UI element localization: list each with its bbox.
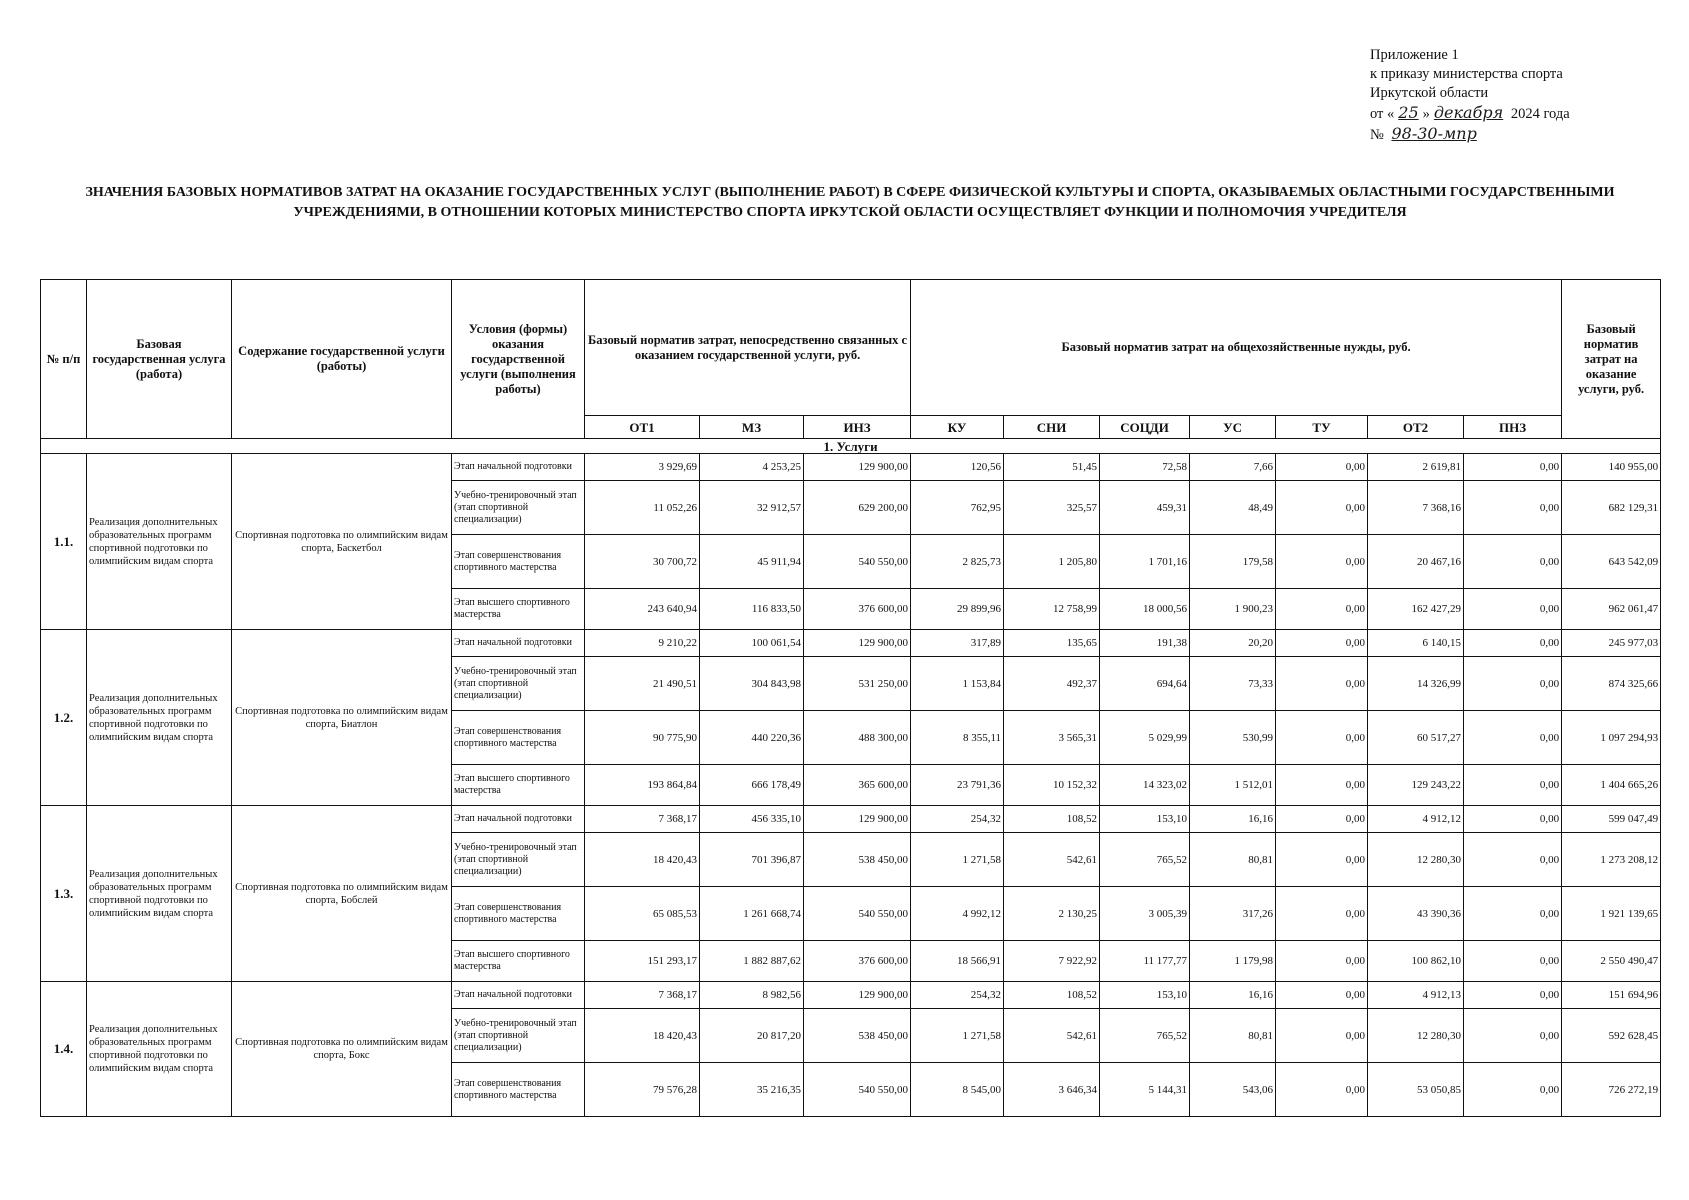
value-cell: 30 700,72 xyxy=(585,535,700,589)
appendix-number xyxy=(1370,124,1570,145)
value-cell: 0,00 xyxy=(1464,833,1562,887)
value-cell: 254,32 xyxy=(911,806,1004,833)
value-cell: 0,00 xyxy=(1276,1063,1368,1117)
value-cell: 108,52 xyxy=(1004,806,1100,833)
value-cell: 7 368,16 xyxy=(1368,481,1464,535)
value-cell: 3 565,31 xyxy=(1004,711,1100,765)
subheader-cell: ПНЗ xyxy=(1464,416,1562,439)
value-cell: 0,00 xyxy=(1464,1063,1562,1117)
value-cell: 7 922,92 xyxy=(1004,941,1100,982)
value-cell: 53 050,85 xyxy=(1368,1063,1464,1117)
stage-cell: Учебно-тренировочный этап (этап спортивной специализации) xyxy=(452,657,585,711)
value-cell: 0,00 xyxy=(1464,454,1562,481)
value-cell: 51,45 xyxy=(1004,454,1100,481)
date-mid: » xyxy=(1422,106,1430,122)
value-cell: 5 029,99 xyxy=(1100,711,1190,765)
value-cell: 4 992,12 xyxy=(911,887,1004,941)
value-cell: 376 600,00 xyxy=(804,589,911,630)
group-number: 1.1. xyxy=(41,454,87,630)
value-cell: 1 701,16 xyxy=(1100,535,1190,589)
appendix-note xyxy=(1370,46,1570,145)
value-cell: 1 271,58 xyxy=(911,1009,1004,1063)
value-cell: 317,26 xyxy=(1190,887,1276,941)
value-cell: 151 293,17 xyxy=(585,941,700,982)
value-cell: 0,00 xyxy=(1276,454,1368,481)
value-cell: 129 900,00 xyxy=(804,454,911,481)
value-cell: 2 550 490,47 xyxy=(1562,941,1661,982)
value-cell: 10 152,32 xyxy=(1004,765,1100,806)
value-cell: 18 566,91 xyxy=(911,941,1004,982)
value-cell: 4 912,13 xyxy=(1368,982,1464,1009)
value-cell: 60 517,27 xyxy=(1368,711,1464,765)
date-day: 25 xyxy=(1398,103,1419,122)
group-content: Спортивная подготовка по олимпийским видам спорта, Бокс xyxy=(232,982,452,1117)
value-cell: 4 253,25 xyxy=(700,454,804,481)
number-prefix: № xyxy=(1370,127,1384,143)
value-cell: 542,61 xyxy=(1004,833,1100,887)
value-cell: 538 450,00 xyxy=(804,833,911,887)
value-cell: 100 061,54 xyxy=(700,630,804,657)
value-cell: 254,32 xyxy=(911,982,1004,1009)
value-cell: 8 545,00 xyxy=(911,1063,1004,1117)
value-cell: 325,57 xyxy=(1004,481,1100,535)
value-cell: 7,66 xyxy=(1190,454,1276,481)
value-cell: 162 427,29 xyxy=(1368,589,1464,630)
value-cell: 0,00 xyxy=(1276,982,1368,1009)
value-cell: 153,10 xyxy=(1100,806,1190,833)
value-cell: 7 368,17 xyxy=(585,806,700,833)
value-cell: 11 177,77 xyxy=(1100,941,1190,982)
group-service: Реализация дополнительных образовательных программ спортивной подготовки по олимпийским видам спорта xyxy=(87,454,232,630)
value-cell: 530,99 xyxy=(1190,711,1276,765)
value-cell: 540 550,00 xyxy=(804,887,911,941)
value-cell: 962 061,47 xyxy=(1562,589,1661,630)
value-cell: 11 052,26 xyxy=(585,481,700,535)
value-cell: 0,00 xyxy=(1276,1009,1368,1063)
header-general-costs: Базовый норматив затрат на общехозяйственные нужды, руб. xyxy=(911,280,1562,416)
value-cell: 0,00 xyxy=(1276,711,1368,765)
value-cell: 682 129,31 xyxy=(1562,481,1661,535)
value-cell: 179,58 xyxy=(1190,535,1276,589)
value-cell: 365 600,00 xyxy=(804,765,911,806)
subheader-cell: КУ xyxy=(911,416,1004,439)
group-number: 1.2. xyxy=(41,630,87,806)
value-cell: 488 300,00 xyxy=(804,711,911,765)
header-content: Содержание государственной услуги (работы) xyxy=(232,280,452,439)
value-cell: 1 512,01 xyxy=(1190,765,1276,806)
value-cell: 0,00 xyxy=(1464,887,1562,941)
value-cell: 531 250,00 xyxy=(804,657,911,711)
group-number: 1.4. xyxy=(41,982,87,1117)
value-cell: 874 325,66 xyxy=(1562,657,1661,711)
value-cell: 0,00 xyxy=(1464,765,1562,806)
subheader-cell: ОТ2 xyxy=(1368,416,1464,439)
value-cell: 12 758,99 xyxy=(1004,589,1100,630)
value-cell: 21 490,51 xyxy=(585,657,700,711)
value-cell: 120,56 xyxy=(911,454,1004,481)
value-cell: 726 272,19 xyxy=(1562,1063,1661,1117)
appendix-line2: к приказу министерства спорта xyxy=(1370,66,1563,82)
value-cell: 100 862,10 xyxy=(1368,941,1464,982)
value-cell: 376 600,00 xyxy=(804,941,911,982)
value-cell: 73,33 xyxy=(1190,657,1276,711)
value-cell: 48,49 xyxy=(1190,481,1276,535)
value-cell: 43 390,36 xyxy=(1368,887,1464,941)
value-cell: 245 977,03 xyxy=(1562,630,1661,657)
value-cell: 304 843,98 xyxy=(700,657,804,711)
stage-cell: Этап высшего спортивного мастерства xyxy=(452,941,585,982)
value-cell: 20 467,16 xyxy=(1368,535,1464,589)
table-body xyxy=(41,439,1661,1117)
value-cell: 0,00 xyxy=(1464,657,1562,711)
value-cell: 0,00 xyxy=(1276,765,1368,806)
subheader-cell: ОТ1 xyxy=(585,416,700,439)
value-cell: 191,38 xyxy=(1100,630,1190,657)
value-cell: 1 900,23 xyxy=(1190,589,1276,630)
value-cell: 153,10 xyxy=(1100,982,1190,1009)
value-cell: 0,00 xyxy=(1276,481,1368,535)
appendix-line3: Иркутской области xyxy=(1370,85,1489,101)
value-cell: 765,52 xyxy=(1100,1009,1190,1063)
value-cell: 0,00 xyxy=(1276,941,1368,982)
value-cell: 592 628,45 xyxy=(1562,1009,1661,1063)
subheader-cell: СНИ xyxy=(1004,416,1100,439)
value-cell: 2 825,73 xyxy=(911,535,1004,589)
value-cell: 0,00 xyxy=(1276,657,1368,711)
subheader-cell: ИНЗ xyxy=(804,416,911,439)
table-row xyxy=(41,454,1661,481)
value-cell: 1 271,58 xyxy=(911,833,1004,887)
value-cell: 0,00 xyxy=(1276,535,1368,589)
value-cell: 543,06 xyxy=(1190,1063,1276,1117)
value-cell: 129 900,00 xyxy=(804,806,911,833)
stage-cell: Учебно-тренировочный этап (этап спортивной специализации) xyxy=(452,481,585,535)
value-cell: 4 912,12 xyxy=(1368,806,1464,833)
value-cell: 1 261 668,74 xyxy=(700,887,804,941)
value-cell: 14 323,02 xyxy=(1100,765,1190,806)
value-cell: 765,52 xyxy=(1100,833,1190,887)
value-cell: 456 335,10 xyxy=(700,806,804,833)
value-cell: 694,64 xyxy=(1100,657,1190,711)
number-value: 98-30-мпр xyxy=(1391,124,1477,143)
date-prefix: от « xyxy=(1370,106,1395,122)
value-cell: 3 929,69 xyxy=(585,454,700,481)
value-cell: 45 911,94 xyxy=(700,535,804,589)
header-row xyxy=(41,280,1661,416)
value-cell: 0,00 xyxy=(1464,481,1562,535)
value-cell: 140 955,00 xyxy=(1562,454,1661,481)
value-cell: 151 694,96 xyxy=(1562,982,1661,1009)
value-cell: 1 273 208,12 xyxy=(1562,833,1661,887)
value-cell: 762,95 xyxy=(911,481,1004,535)
value-cell: 90 775,90 xyxy=(585,711,700,765)
value-cell: 8 355,11 xyxy=(911,711,1004,765)
value-cell: 492,37 xyxy=(1004,657,1100,711)
value-cell: 6 140,15 xyxy=(1368,630,1464,657)
value-cell: 80,81 xyxy=(1190,1009,1276,1063)
value-cell: 1 921 139,65 xyxy=(1562,887,1661,941)
stage-cell: Учебно-тренировочный этап (этап спортивной специализации) xyxy=(452,1009,585,1063)
value-cell: 7 368,17 xyxy=(585,982,700,1009)
stage-cell: Этап начальной подготовки xyxy=(452,806,585,833)
group-number: 1.3. xyxy=(41,806,87,982)
value-cell: 1 882 887,62 xyxy=(700,941,804,982)
value-cell: 20 817,20 xyxy=(700,1009,804,1063)
value-cell: 1 404 665,26 xyxy=(1562,765,1661,806)
stage-cell: Этап совершенствования спортивного мастерства xyxy=(452,535,585,589)
table-row xyxy=(41,806,1661,833)
value-cell: 538 450,00 xyxy=(804,1009,911,1063)
value-cell: 540 550,00 xyxy=(804,535,911,589)
value-cell: 0,00 xyxy=(1276,589,1368,630)
value-cell: 629 200,00 xyxy=(804,481,911,535)
value-cell: 129 900,00 xyxy=(804,630,911,657)
value-cell: 1 153,84 xyxy=(911,657,1004,711)
stage-cell: Этап совершенствования спортивного мастерства xyxy=(452,1063,585,1117)
value-cell: 23 791,36 xyxy=(911,765,1004,806)
value-cell: 32 912,57 xyxy=(700,481,804,535)
value-cell: 542,61 xyxy=(1004,1009,1100,1063)
table-row xyxy=(41,630,1661,657)
value-cell: 5 144,31 xyxy=(1100,1063,1190,1117)
section-label: 1. Услуги xyxy=(41,439,1661,454)
value-cell: 540 550,00 xyxy=(804,1063,911,1117)
value-cell: 440 220,36 xyxy=(700,711,804,765)
value-cell: 0,00 xyxy=(1464,941,1562,982)
header-conditions: Условия (формы) оказания государственной услуги (выполнения работы) xyxy=(452,280,585,439)
value-cell: 0,00 xyxy=(1276,833,1368,887)
value-cell: 8 982,56 xyxy=(700,982,804,1009)
table-row xyxy=(41,982,1661,1009)
value-cell: 599 047,49 xyxy=(1562,806,1661,833)
value-cell: 16,16 xyxy=(1190,806,1276,833)
value-cell: 3 646,34 xyxy=(1004,1063,1100,1117)
value-cell: 1 097 294,93 xyxy=(1562,711,1661,765)
value-cell: 0,00 xyxy=(1464,1009,1562,1063)
date-year: 2024 года xyxy=(1510,106,1570,122)
stage-cell: Этап высшего спортивного мастерства xyxy=(452,765,585,806)
value-cell: 2 619,81 xyxy=(1368,454,1464,481)
stage-cell: Этап начальной подготовки xyxy=(452,454,585,481)
header-total: Базовый норматив затрат на оказание услуги, руб. xyxy=(1562,280,1661,439)
value-cell: 0,00 xyxy=(1464,982,1562,1009)
value-cell: 0,00 xyxy=(1276,806,1368,833)
group-service: Реализация дополнительных образовательных программ спортивной подготовки по олимпийским видам спорта xyxy=(87,982,232,1117)
group-service: Реализация дополнительных образовательных программ спортивной подготовки по олимпийским видам спорта xyxy=(87,806,232,982)
value-cell: 0,00 xyxy=(1464,711,1562,765)
value-cell: 79 576,28 xyxy=(585,1063,700,1117)
norms-table xyxy=(40,279,1661,1117)
value-cell: 16,16 xyxy=(1190,982,1276,1009)
value-cell: 29 899,96 xyxy=(911,589,1004,630)
value-cell: 0,00 xyxy=(1464,806,1562,833)
value-cell: 72,58 xyxy=(1100,454,1190,481)
stage-cell: Этап начальной подготовки xyxy=(452,982,585,1009)
value-cell: 643 542,09 xyxy=(1562,535,1661,589)
value-cell: 243 640,94 xyxy=(585,589,700,630)
value-cell: 129 900,00 xyxy=(804,982,911,1009)
value-cell: 20,20 xyxy=(1190,630,1276,657)
value-cell: 65 085,53 xyxy=(585,887,700,941)
value-cell: 18 420,43 xyxy=(585,833,700,887)
value-cell: 0,00 xyxy=(1464,589,1562,630)
value-cell: 317,89 xyxy=(911,630,1004,657)
value-cell: 459,31 xyxy=(1100,481,1190,535)
stage-cell: Этап совершенствования спортивного мастерства xyxy=(452,711,585,765)
value-cell: 3 005,39 xyxy=(1100,887,1190,941)
value-cell: 1 205,80 xyxy=(1004,535,1100,589)
subheader-cell: СОЦДИ xyxy=(1100,416,1190,439)
value-cell: 35 216,35 xyxy=(700,1063,804,1117)
header-service: Базовая государственная услуга (работа) xyxy=(87,280,232,439)
value-cell: 0,00 xyxy=(1464,535,1562,589)
value-cell: 0,00 xyxy=(1276,630,1368,657)
stage-cell: Этап начальной подготовки xyxy=(452,630,585,657)
group-service: Реализация дополнительных образовательных программ спортивной подготовки по олимпийским видам спорта xyxy=(87,630,232,806)
value-cell: 135,65 xyxy=(1004,630,1100,657)
value-cell: 193 864,84 xyxy=(585,765,700,806)
subheader-cell: УС xyxy=(1190,416,1276,439)
group-content: Спортивная подготовка по олимпийским видам спорта, Биатлон xyxy=(232,630,452,806)
subheader-cell: ТУ xyxy=(1276,416,1368,439)
appendix-date xyxy=(1370,103,1570,124)
value-cell: 80,81 xyxy=(1190,833,1276,887)
document-title: ЗНАЧЕНИЯ БАЗОВЫХ НОРМАТИВОВ ЗАТРАТ НА ОКАЗАНИЕ ГОСУДАРСТВЕННЫХ УСЛУГ (ВЫПОЛНЕНИЕ РАБОТ) В СФЕРЕ ФИЗИЧЕСКОЙ КУЛЬТУРЫ И СПОРТА, ОКАЗЫВАЕМЫХ ОБЛАСТНЫМИ ГОСУДАРСТВЕННЫМИ УЧРЕЖДЕНИЯМИ, В ОТНОШЕНИИ КОТОРЫХ МИНИСТЕРСТВО СПОРТА ИРКУТСКОЙ ОБЛАСТИ ОСУЩЕСТВЛЯЕТ ФУНКЦИИ И ПОЛНОМОЧИЯ УЧРЕДИТЕЛЯ xyxy=(85,185,1615,220)
section-row xyxy=(41,439,1661,454)
value-cell: 666 178,49 xyxy=(700,765,804,806)
date-month: декабря xyxy=(1433,103,1504,122)
header-direct-costs: Базовый норматив затрат, непосредственно связанных с оказанием государственной услуги, руб. xyxy=(585,280,911,416)
value-cell: 108,52 xyxy=(1004,982,1100,1009)
value-cell: 1 179,98 xyxy=(1190,941,1276,982)
value-cell: 18 420,43 xyxy=(585,1009,700,1063)
value-cell: 12 280,30 xyxy=(1368,833,1464,887)
value-cell: 129 243,22 xyxy=(1368,765,1464,806)
value-cell: 701 396,87 xyxy=(700,833,804,887)
stage-cell: Этап совершенствования спортивного мастерства xyxy=(452,887,585,941)
value-cell: 0,00 xyxy=(1276,887,1368,941)
appendix-line1: Приложение 1 xyxy=(1370,47,1459,63)
value-cell: 9 210,22 xyxy=(585,630,700,657)
value-cell: 12 280,30 xyxy=(1368,1009,1464,1063)
stage-cell: Этап высшего спортивного мастерства xyxy=(452,589,585,630)
value-cell: 2 130,25 xyxy=(1004,887,1100,941)
subheader-cell: МЗ xyxy=(700,416,804,439)
stage-cell: Учебно-тренировочный этап (этап спортивной специализации) xyxy=(452,833,585,887)
value-cell: 0,00 xyxy=(1464,630,1562,657)
group-content: Спортивная подготовка по олимпийским видам спорта, Бобслей xyxy=(232,806,452,982)
header-num: № п/п xyxy=(41,280,87,439)
value-cell: 116 833,50 xyxy=(700,589,804,630)
value-cell: 14 326,99 xyxy=(1368,657,1464,711)
group-content: Спортивная подготовка по олимпийским видам спорта, Баскетбол xyxy=(232,454,452,630)
value-cell: 18 000,56 xyxy=(1100,589,1190,630)
